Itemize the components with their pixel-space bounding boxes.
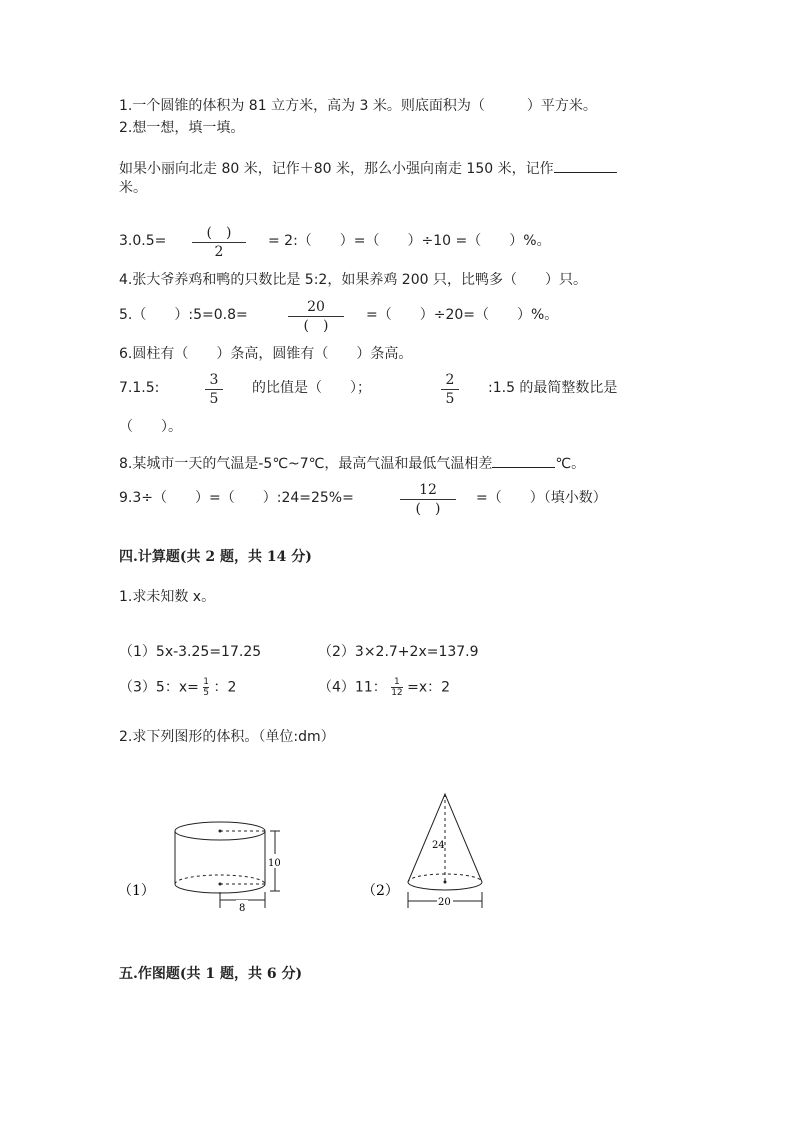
fraction-numerator: 2 [445,372,455,388]
fraction-denominator: 5 [209,391,219,407]
equation-4 [318,677,450,698]
equation-3 [119,677,236,698]
answer-blank[interactable] [554,158,617,173]
question-8-text: 8.某城市一天的气温是-5℃~7℃，最高气温和最低气温相差 [119,456,493,472]
figures-area [110,780,510,920]
equation-3-lead: （3）5：x= [119,679,199,696]
question-7-fraction-1 [205,372,223,408]
question-3-tail: = 2:（ ）=（ ）÷10 =（ ）%。 [268,233,551,249]
equation-3-fraction [203,677,209,698]
question-8 [119,453,585,474]
equation-4-fraction [391,677,402,698]
equation-1: （1）5x-3.25=17.25 [119,644,262,660]
fraction-numerator: 1 [203,677,210,687]
question-9-fraction [400,482,456,518]
question-2-text: 如果小丽向北走 80 米，记作＋80 米，那么小强向南走 150 米，记作 [119,161,554,177]
answer-blank[interactable] [492,453,555,468]
cylinder-height-label: 10 [268,858,281,869]
section-4-question-1: 1.求未知数 x。 [119,589,216,605]
cylinder-figure [118,822,281,914]
question-2-title: 2.想一想，填一填。 [119,120,245,136]
fraction-denominator: ( ) [415,501,441,517]
question-3-fraction [192,225,246,261]
fraction-denominator: 2 [214,244,224,260]
section-4-heading: 四.计算题(共 2 题，共 14 分) [119,549,312,565]
cylinder-bottom-center [219,883,222,886]
figure-2-label: （2） [362,883,399,899]
fraction-denominator: 5 [203,688,210,698]
question-1: 1.一个圆锥的体积为 81 立方米，高为 3 米。则底面积为（ ）平方米。 [119,98,597,114]
cylinder-radius-label: 8 [239,903,246,914]
question-7-line-2: （ ）。 [119,419,182,435]
question-9-lead: 9.3÷（ ）=（ ）:24=25%= [119,490,354,506]
section-4-question-2: 2.求下列图形的体积。（单位:dm） [119,729,335,745]
section-5-heading: 五.作图题(共 1 题，共 6 分) [119,966,303,982]
question-8-unit: ℃。 [555,456,586,472]
equation-2: （2）3×2.7+2x=137.9 [318,644,479,660]
fraction-denominator: ( ) [303,318,329,334]
question-7-mid: 的比值是（ ）； [252,380,371,396]
question-4: 4.张大爷养鸡和鸭的只数比是 5:2，如果养鸡 200 只，比鸭多（ ）只。 [119,272,587,288]
question-3-lead: 3.0.5= [119,233,167,249]
question-2-unit: 米。 [119,180,147,196]
fraction-numerator: 12 [419,482,437,498]
fraction-numerator: 1 [394,677,400,687]
question-2-body [119,158,617,179]
fraction-numerator: 3 [209,372,219,388]
question-6: 6.圆柱有（ ）条高，圆锥有（ ）条高。 [119,346,413,362]
question-5-lead: 5.（ ）:5=0.8= [119,307,248,323]
equation-4-lead: （4）11： [318,679,387,696]
equation-4-tail: =x：2 [407,679,451,696]
fraction-denominator: 12 [391,688,403,698]
fraction-numerator: 20 [307,299,325,315]
question-7-tail: :1.5 的最简整数比是 [488,380,618,396]
cone-diameter-label: 20 [438,897,451,908]
question-5-fraction [288,299,344,335]
figure-1-label: （1） [118,883,155,899]
cone-base-center [444,881,447,884]
question-7-fraction-2 [441,372,459,408]
question-5-tail: =（ ）÷20=（ ）%。 [366,307,559,323]
fraction-numerator: ( ) [206,225,232,241]
cylinder-top-center [219,830,222,833]
fraction-denominator: 5 [445,391,455,407]
question-9-tail: =（ ）（填小数） [476,490,607,506]
equation-3-tail: ：2 [213,679,237,696]
cone-height-label: 24 [432,840,445,851]
question-7-lead: 7.1.5: [119,380,160,396]
cone-figure [362,794,482,908]
